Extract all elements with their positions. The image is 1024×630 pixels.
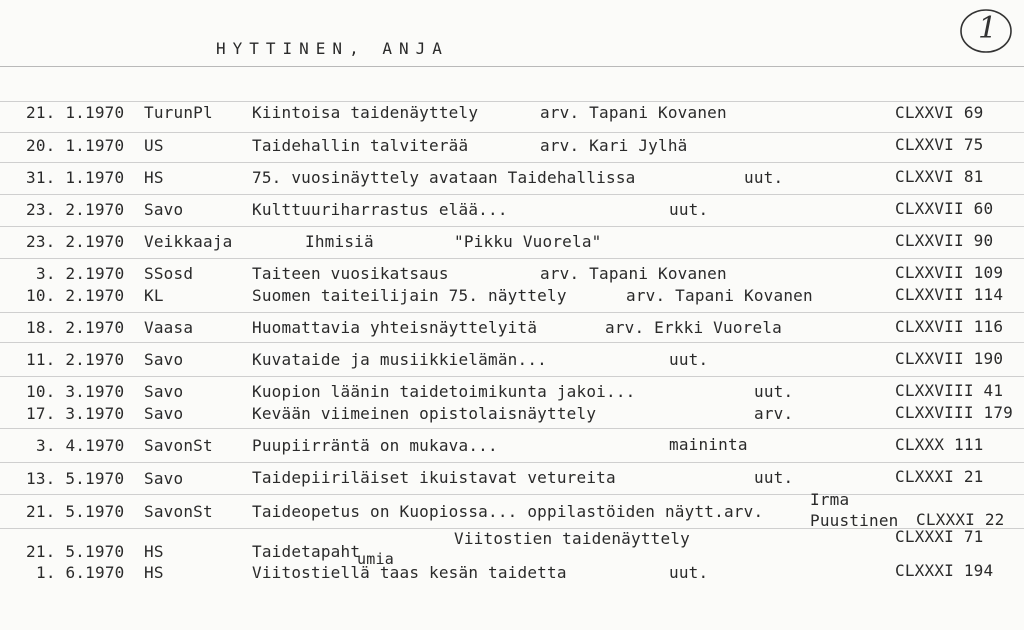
row-title: 75. vuosinäyttely avataan Taidehallissa: [252, 168, 636, 187]
row-date: 18. 2.1970: [26, 318, 125, 337]
row-title: Taidetapaht: [252, 542, 361, 561]
row-paper: KL: [144, 286, 164, 305]
row-paper: HS: [144, 542, 164, 561]
ruled-line: [0, 462, 1024, 463]
row-ref: CLXXXI 71: [895, 527, 984, 546]
row-title: Taidehallin talviterää: [252, 136, 469, 155]
row-ref: CLXXVII 109: [895, 263, 1004, 282]
row-type-line2: Puustinen: [810, 511, 899, 530]
row-title: Taidepiiriläiset ikuistavat vetureita: [252, 468, 616, 487]
row-type-line1: Irma: [810, 490, 850, 509]
row-date: 23. 2.1970: [26, 232, 125, 251]
row-paper: Savo: [144, 200, 184, 219]
row-date: 21. 5.1970: [26, 502, 125, 521]
header-rule: [0, 66, 1024, 67]
row-paper: SSosd: [144, 264, 194, 283]
row-paper: TurunPl: [144, 103, 213, 122]
row-type: arv. Tapani Kovanen: [626, 286, 813, 305]
row-type: "Pikku Vuorela": [454, 232, 602, 251]
row-ref: CLXXXI 21: [895, 467, 984, 486]
row-type: arv. Tapani Kovanen: [540, 103, 727, 122]
row-title: Kiintoisa taidenäyttely: [252, 103, 479, 122]
ruled-line: [0, 132, 1024, 133]
ruled-line: [0, 194, 1024, 195]
row-date: 11. 2.1970: [26, 350, 125, 369]
row-ref: CLXXXI 22: [916, 510, 1005, 529]
row-paper: Savo: [144, 404, 184, 423]
row-paper: SavonSt: [144, 436, 213, 455]
row-title: Taideopetus on Kuopiossa... oppilastöiden näytt.arv.: [252, 502, 764, 521]
row-title: Kevään viimeinen opistolaisnäyttely: [252, 404, 597, 423]
row-title: Suomen taiteilijain 75. näyttely: [252, 286, 567, 305]
ruled-line: [0, 376, 1024, 377]
row-title: Kulttuuriharrastus elää...: [252, 200, 508, 219]
row-type: uut.: [754, 382, 794, 401]
row-ref: CLXXVI 75: [895, 135, 984, 154]
row-paper: HS: [144, 168, 164, 187]
row-date: 21. 1.1970: [26, 103, 125, 122]
row-date: 21. 5.1970: [26, 542, 125, 561]
row-title: Kuvataide ja musiikkielämän...: [252, 350, 547, 369]
row-type: uut.: [754, 468, 794, 487]
row-paper: US: [144, 136, 164, 155]
row-type: uut.: [669, 563, 709, 582]
row-date: 13. 5.1970: [26, 469, 125, 488]
row-type: uut.: [744, 168, 784, 187]
row-ref: CLXXXI 194: [895, 561, 994, 580]
card-header-name: HYTTINEN, ANJA: [216, 39, 449, 58]
row-ref: CLXXVI 69: [895, 103, 984, 122]
row-paper: Savo: [144, 469, 184, 488]
row-type: arv.: [754, 404, 794, 423]
row-title: Puupiirräntä on mukava...: [252, 436, 498, 455]
row-date: 10. 3.1970: [26, 382, 125, 401]
row-paper: Savo: [144, 382, 184, 401]
row-date: 3. 2.1970: [36, 264, 125, 283]
row-paper: Savo: [144, 350, 184, 369]
ruled-line: [0, 342, 1024, 343]
ruled-line: [0, 494, 1024, 495]
row-title: Huomattavia yhteisnäyttelyitä: [252, 318, 538, 337]
row-type: maininta: [669, 435, 748, 454]
row-title-above: Viitostien taidenäyttely: [454, 529, 690, 548]
row-paper: Veikkaaja: [144, 232, 233, 251]
ruled-line: [0, 226, 1024, 227]
row-type: arv. Kari Jylhä: [540, 136, 688, 155]
row-ref: CLXXX 111: [895, 435, 984, 454]
row-date: 17. 3.1970: [26, 404, 125, 423]
row-ref: CLXXVII 190: [895, 349, 1004, 368]
row-paper: HS: [144, 563, 164, 582]
row-title: Kuopion läänin taidetoimikunta jakoi...: [252, 382, 636, 401]
row-date: 31. 1.1970: [26, 168, 125, 187]
row-type: uut.: [669, 200, 709, 219]
row-paper: Vaasa: [144, 318, 194, 337]
row-type: arv. Tapani Kovanen: [540, 264, 727, 283]
row-date: 23. 2.1970: [26, 200, 125, 219]
row-ref: CLXXVII 114: [895, 285, 1004, 304]
row-date: 1. 6.1970: [36, 563, 125, 582]
ruled-line: [0, 162, 1024, 163]
row-paper: SavonSt: [144, 502, 213, 521]
row-type: uut.: [669, 350, 709, 369]
row-type: arv. Erkki Vuorela: [605, 318, 782, 337]
row-title: Viitostiellä taas kesän taidetta: [252, 563, 567, 582]
ruled-line: [0, 428, 1024, 429]
row-ref: CLXXVI 81: [895, 167, 984, 186]
row-title: Taiteen vuosikatsaus: [252, 264, 449, 283]
ruled-line: [0, 101, 1024, 102]
row-date: 10. 2.1970: [26, 286, 125, 305]
row-ref: CLXXVII 90: [895, 231, 994, 250]
row-ref: CLXXVIII 179: [895, 403, 1013, 422]
row-ref: CLXXVIII 41: [895, 381, 1004, 400]
card-number: 1: [978, 11, 998, 46]
row-title-subscript: umia: [357, 550, 394, 568]
row-ref: CLXXVII 116: [895, 317, 1004, 336]
row-date: 20. 1.1970: [26, 136, 125, 155]
row-ref: CLXXVII 60: [895, 199, 994, 218]
ruled-line: [0, 258, 1024, 259]
row-title: Ihmisiä: [305, 232, 374, 251]
row-date: 3. 4.1970: [36, 436, 125, 455]
ruled-line: [0, 312, 1024, 313]
